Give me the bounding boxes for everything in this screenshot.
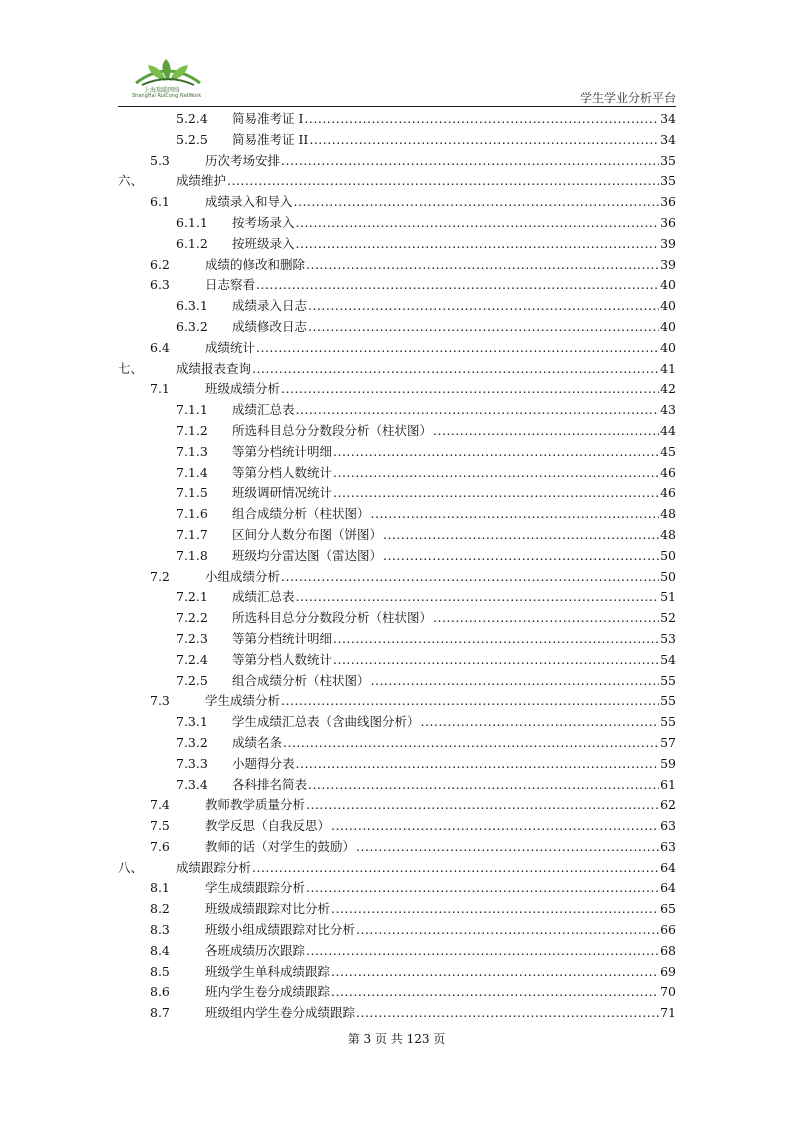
toc-entry-title: 简易准考证 I <box>232 111 304 126</box>
toc-entry-title: 教学反思（自我反思） <box>205 818 331 834</box>
toc-dot-leader <box>256 275 659 296</box>
toc-entry-line <box>205 151 676 172</box>
toc-dot-leader <box>371 671 660 692</box>
toc-entry-title: 班级成绩跟踪对比分析 <box>205 901 331 917</box>
toc-entry-line <box>205 338 676 359</box>
toc-entry-page: 71 <box>660 1005 676 1021</box>
toc-entry-line <box>232 525 676 546</box>
toc-entry-number: 7.1.4 <box>176 464 208 480</box>
toc-entry-page: 46 <box>660 485 676 501</box>
toc-entry-line <box>232 587 676 608</box>
toc-entry-title: 成绩修改日志 <box>232 318 308 334</box>
toc-entry-number: 7.3.3 <box>176 755 208 771</box>
toc-entry-number: 7.3 <box>150 693 170 709</box>
toc-entry-page: 53 <box>660 630 676 646</box>
toc-entry-title: 等第分档人数统计 <box>232 464 333 480</box>
toc-entry-number: 8.7 <box>150 1005 170 1021</box>
toc-dot-leader <box>333 442 659 463</box>
toc-entry-number: 7.1.8 <box>176 547 208 563</box>
toc-entry-title: 班级学生单科成绩跟踪 <box>205 963 331 979</box>
toc-dot-leader <box>371 504 660 525</box>
toc-entry-line <box>232 234 676 255</box>
toc-entry-number: 7.2 <box>150 568 170 584</box>
toc-entry-number: 7.1.1 <box>176 402 208 418</box>
toc-entry-line <box>232 109 676 130</box>
toc-entry-title: 成绩录入和导入 <box>205 194 293 210</box>
toc-entry-page: 55 <box>660 672 676 688</box>
toc-entry-title: 成绩的修改和删除 <box>205 256 306 272</box>
toc-dot-leader <box>308 775 659 796</box>
toc-dot-leader <box>433 421 659 442</box>
toc-entry-number: 7.3.1 <box>176 714 208 730</box>
toc-entry-line <box>232 546 676 567</box>
toc-entry-number: 7.6 <box>150 838 170 854</box>
toc-entry-line <box>176 171 676 192</box>
toc-dot-leader <box>281 567 659 588</box>
toc-dot-leader <box>306 878 659 899</box>
toc-entry-line <box>205 899 676 920</box>
toc-entry[interactable] <box>118 359 676 380</box>
toc-entry-number: 七、 <box>118 360 144 376</box>
table-of-contents <box>118 109 676 1024</box>
toc-entry[interactable] <box>118 816 676 837</box>
toc-entry-page: 39 <box>660 256 676 272</box>
toc-entry[interactable] <box>118 234 676 255</box>
toc-dot-leader <box>356 1003 659 1024</box>
toc-entry-number: 7.5 <box>150 818 170 834</box>
toc-entry-page: 63 <box>660 818 676 834</box>
toc-entry-line <box>232 213 676 234</box>
toc-entry-number: 8.3 <box>150 922 170 938</box>
toc-entry-number: 5.3 <box>150 152 170 168</box>
toc-entry-page: 48 <box>660 506 676 522</box>
toc-entry-line <box>232 296 676 317</box>
toc-entry-page: 62 <box>660 797 676 813</box>
toc-dot-leader <box>383 525 659 546</box>
toc-entry-line <box>205 878 676 899</box>
toc-entry-page: 34 <box>660 131 676 147</box>
toc-entry-page: 61 <box>660 776 676 792</box>
header-divider <box>118 106 676 107</box>
toc-entry-page: 65 <box>660 901 676 917</box>
toc-dot-leader <box>306 941 659 962</box>
toc-entry-page: 70 <box>660 984 676 1000</box>
toc-dot-leader <box>296 234 660 255</box>
logo-english-name: ShangHai RuiCong NetWork <box>132 93 202 99</box>
toc-entry[interactable] <box>118 379 676 400</box>
toc-entry-number: 6.1.1 <box>176 214 208 230</box>
toc-entry-line <box>232 317 676 338</box>
toc-entry[interactable] <box>118 671 676 692</box>
toc-entry-number: 7.1.6 <box>176 506 208 522</box>
toc-entry[interactable] <box>118 317 676 338</box>
toc-entry-page: 64 <box>660 880 676 896</box>
toc-entry[interactable] <box>118 587 676 608</box>
toc-entry-number: 7.1.3 <box>176 443 208 459</box>
toc-dot-leader <box>294 192 660 213</box>
toc-entry[interactable] <box>118 483 676 504</box>
toc-entry-number: 7.1.2 <box>176 422 208 438</box>
toc-entry-title: 学生成绩分析 <box>205 693 281 709</box>
toc-entry-number: 7.2.4 <box>176 651 208 667</box>
toc-entry[interactable] <box>118 130 676 151</box>
toc-entry-title: 小题得分表 <box>232 755 295 771</box>
toc-entry[interactable] <box>118 941 676 962</box>
toc-entry-number: 8.6 <box>150 984 170 1000</box>
toc-entry-page: 52 <box>660 610 676 626</box>
toc-entry-title: 成绩汇总表 <box>232 402 295 418</box>
toc-entry-number: 8.4 <box>150 942 170 958</box>
toc-dot-leader <box>304 109 659 130</box>
toc-entry-page: 43 <box>660 402 676 418</box>
toc-entry-line <box>176 858 676 879</box>
toc-dot-leader <box>306 795 659 816</box>
toc-dot-leader <box>421 712 660 733</box>
toc-entry-number: 6.3 <box>150 277 170 293</box>
toc-entry[interactable] <box>118 255 676 276</box>
logo-chinese-name: 上海瑞聪网络 <box>144 87 181 94</box>
toc-entry-number: 六、 <box>118 173 144 189</box>
toc-entry-title: 组合成绩分析（柱状图） <box>232 672 370 688</box>
toc-entry-title: 学生成绩汇总表（含曲线图分析） <box>232 714 420 730</box>
toc-entry[interactable] <box>118 608 676 629</box>
toc-entry[interactable] <box>118 920 676 941</box>
toc-dot-leader <box>333 463 659 484</box>
page-header <box>118 55 676 107</box>
toc-entry[interactable] <box>118 338 676 359</box>
toc-entry-title: 教师的话（对学生的鼓励） <box>205 838 356 854</box>
toc-entry-line <box>205 192 676 213</box>
toc-entry-title: 历次考场安排 <box>205 152 281 168</box>
toc-dot-leader <box>306 255 659 276</box>
toc-entry-line <box>232 442 676 463</box>
toc-dot-leader <box>333 483 659 504</box>
toc-entry-line <box>205 816 676 837</box>
toc-entry-number: 7.1.7 <box>176 526 208 542</box>
toc-dot-leader <box>331 962 659 983</box>
toc-entry-line <box>232 775 676 796</box>
toc-entry-page: 41 <box>660 360 676 376</box>
toc-entry-page: 50 <box>660 568 676 584</box>
toc-entry[interactable] <box>118 275 676 296</box>
toc-entry-title: 班级成绩分析 <box>205 381 281 397</box>
toc-entry-page: 54 <box>660 651 676 667</box>
toc-entry[interactable] <box>118 400 676 421</box>
toc-entry-line <box>205 379 676 400</box>
toc-entry-line <box>205 837 676 858</box>
toc-entry[interactable] <box>118 878 676 899</box>
toc-entry-page: 40 <box>660 298 676 314</box>
toc-entry[interactable] <box>118 899 676 920</box>
toc-entry[interactable] <box>118 192 676 213</box>
toc-entry-page: 36 <box>660 194 676 210</box>
toc-dot-leader <box>256 338 659 359</box>
page-footer: 第 3 页 共 123 页 <box>347 1032 446 1046</box>
toc-entry-title: 组合成绩分析（柱状图） <box>232 506 370 522</box>
toc-entry[interactable] <box>118 213 676 234</box>
toc-entry-number: 6.4 <box>150 339 170 355</box>
toc-entry-title: 成绩报表查询 <box>176 360 252 376</box>
toc-entry-line <box>205 567 676 588</box>
toc-entry-line <box>232 733 676 754</box>
toc-entry-line <box>205 275 676 296</box>
toc-entry-line <box>232 629 676 650</box>
toc-entry-page: 68 <box>660 942 676 958</box>
toc-dot-leader <box>296 587 660 608</box>
toc-entry-page: 40 <box>660 339 676 355</box>
toc-dot-leader <box>281 151 659 172</box>
toc-entry-line <box>232 671 676 692</box>
toc-entry[interactable] <box>118 296 676 317</box>
toc-entry-title: 班级小组成绩跟踪对比分析 <box>205 922 356 938</box>
toc-entry-number: 7.1.5 <box>176 485 208 501</box>
toc-dot-leader <box>331 982 659 1003</box>
toc-entry-title: 教师教学质量分析 <box>205 797 306 813</box>
toc-dot-leader <box>296 213 660 234</box>
toc-entry-number: 7.2.1 <box>176 589 208 605</box>
toc-entry-page: 35 <box>660 173 676 189</box>
toc-dot-leader <box>433 608 659 629</box>
toc-entry-page: 42 <box>660 381 676 397</box>
toc-entry[interactable] <box>118 795 676 816</box>
toc-entry-line <box>176 359 676 380</box>
toc-dot-leader <box>309 130 659 151</box>
toc-entry-title: 学生成绩跟踪分析 <box>205 880 306 896</box>
toc-entry-line <box>232 421 676 442</box>
toc-entry[interactable] <box>118 858 676 879</box>
toc-entry-title: 等第分档人数统计 <box>232 651 333 667</box>
toc-entry[interactable] <box>118 171 676 192</box>
toc-dot-leader <box>308 296 659 317</box>
toc-entry[interactable] <box>118 962 676 983</box>
toc-entry-page: 34 <box>660 111 676 126</box>
toc-dot-leader <box>333 629 659 650</box>
toc-entry-page: 44 <box>660 422 676 438</box>
toc-entry-title: 所选科目总分分数段分析（柱状图） <box>232 422 433 438</box>
leaf-logo-icon <box>128 55 208 87</box>
toc-entry-page: 40 <box>660 277 676 293</box>
toc-entry[interactable] <box>118 463 676 484</box>
toc-entry[interactable] <box>118 567 676 588</box>
toc-entry-title: 各科排名简表 <box>232 776 308 792</box>
toc-entry-number: 7.3.4 <box>176 776 208 792</box>
toc-dot-leader <box>283 733 659 754</box>
toc-entry-line <box>205 691 676 712</box>
toc-entry-number: 6.1.2 <box>176 235 208 251</box>
toc-entry-title: 成绩维护 <box>176 173 227 189</box>
toc-entry-page: 50 <box>660 547 676 563</box>
toc-entry-title: 区间分人数分布图（饼图） <box>232 526 383 542</box>
toc-dot-leader <box>383 546 659 567</box>
toc-entry-title: 班内学生卷分成绩跟踪 <box>205 984 331 1000</box>
toc-entry-line <box>205 795 676 816</box>
toc-entry-title: 等第分档统计明细 <box>232 443 333 459</box>
toc-entry-title: 班级调研情况统计 <box>232 485 333 501</box>
toc-dot-leader <box>333 650 659 671</box>
toc-dot-leader <box>296 400 660 421</box>
toc-entry-number: 八、 <box>118 859 144 875</box>
toc-entry-line <box>232 712 676 733</box>
toc-entry-line <box>232 650 676 671</box>
toc-entry-number: 7.2.3 <box>176 630 208 646</box>
toc-entry-page: 45 <box>660 443 676 459</box>
toc-entry[interactable] <box>118 733 676 754</box>
toc-dot-leader <box>281 379 659 400</box>
toc-entry[interactable] <box>118 151 676 172</box>
toc-dot-leader <box>308 317 659 338</box>
toc-entry-line <box>232 400 676 421</box>
toc-entry-title: 成绩统计 <box>205 339 256 355</box>
toc-entry-line <box>205 962 676 983</box>
toc-entry-page: 57 <box>660 734 676 750</box>
toc-entry-title: 按班级录入 <box>232 235 295 251</box>
toc-entry-number: 8.2 <box>150 901 170 917</box>
toc-entry-page: 64 <box>660 859 676 875</box>
toc-entry-page: 55 <box>660 714 676 730</box>
toc-entry-page: 66 <box>660 922 676 938</box>
toc-dot-leader <box>227 171 659 192</box>
toc-entry[interactable] <box>118 775 676 796</box>
toc-entry-title: 成绩汇总表 <box>232 589 295 605</box>
toc-entry-number: 6.3.1 <box>176 298 208 314</box>
toc-entry-page: 39 <box>660 235 676 251</box>
toc-entry-line <box>232 463 676 484</box>
toc-entry-line <box>232 130 676 151</box>
toc-entry-title: 小组成绩分析 <box>205 568 281 584</box>
toc-entry-line <box>205 1003 676 1024</box>
toc-entry[interactable] <box>118 421 676 442</box>
toc-entry-title: 等第分档统计明细 <box>232 630 333 646</box>
toc-entry[interactable] <box>118 837 676 858</box>
toc-entry-number: 5.2.4 <box>176 111 208 126</box>
toc-entry-number: 8.1 <box>150 880 170 896</box>
header-title: 学生学业分析平台 <box>579 91 676 105</box>
toc-entry-line <box>205 255 676 276</box>
toc-dot-leader <box>281 691 659 712</box>
toc-entry-line <box>232 608 676 629</box>
toc-entry-line <box>232 504 676 525</box>
toc-entry-title: 成绩名条 <box>232 734 283 750</box>
toc-entry-page: 63 <box>660 838 676 854</box>
toc-entry[interactable] <box>118 629 676 650</box>
toc-entry-number: 6.2 <box>150 256 170 272</box>
toc-dot-leader <box>252 359 659 380</box>
toc-entry-line <box>232 754 676 775</box>
toc-entry[interactable] <box>118 754 676 775</box>
toc-entry-number: 6.1 <box>150 194 170 210</box>
toc-entry[interactable] <box>118 504 676 525</box>
toc-entry-number: 7.2.5 <box>176 672 208 688</box>
toc-entry[interactable] <box>118 442 676 463</box>
toc-entry-number: 7.2.2 <box>176 610 208 626</box>
toc-entry-page: 48 <box>660 526 676 542</box>
toc-entry-number: 7.4 <box>150 797 170 813</box>
toc-entry-page: 69 <box>660 963 676 979</box>
toc-entry-page: 36 <box>660 214 676 230</box>
toc-entry-number: 7.1 <box>150 381 170 397</box>
toc-dot-leader <box>331 899 659 920</box>
company-logo <box>128 55 208 103</box>
toc-entry-line <box>205 920 676 941</box>
toc-entry-title: 简易准考证 II <box>232 131 309 147</box>
toc-entry-title: 成绩录入日志 <box>232 298 308 314</box>
toc-entry[interactable] <box>118 691 676 712</box>
toc-entry-page: 51 <box>660 589 676 605</box>
toc-entry-line <box>205 982 676 1003</box>
toc-entry-title: 成绩跟踪分析 <box>176 859 252 875</box>
toc-dot-leader <box>356 837 659 858</box>
toc-entry-line <box>205 941 676 962</box>
toc-entry-page: 40 <box>660 318 676 334</box>
toc-entry-page: 59 <box>660 755 676 771</box>
toc-entry[interactable] <box>118 982 676 1003</box>
toc-entry-title: 各班成绩历次跟踪 <box>205 942 306 958</box>
toc-entry-number: 5.2.5 <box>176 131 208 147</box>
toc-entry[interactable] <box>118 650 676 671</box>
toc-entry-number: 6.3.2 <box>176 318 208 334</box>
toc-dot-leader <box>331 816 659 837</box>
toc-entry-title: 按考场录入 <box>232 214 295 230</box>
toc-entry-title: 所选科目总分分数段分析（柱状图） <box>232 610 433 626</box>
toc-entry-number: 7.3.2 <box>176 734 208 750</box>
toc-entry-line <box>232 483 676 504</box>
toc-dot-leader <box>356 920 659 941</box>
toc-entry-title: 班级均分雷达图（雷达图） <box>232 547 383 563</box>
toc-entry[interactable] <box>118 1003 676 1024</box>
toc-entry[interactable] <box>118 712 676 733</box>
toc-entry-title: 日志察看 <box>205 277 256 293</box>
toc-entry-title: 班级组内学生卷分成绩跟踪 <box>205 1005 356 1021</box>
toc-entry[interactable] <box>118 546 676 567</box>
toc-entry-page: 35 <box>660 152 676 168</box>
toc-dot-leader <box>252 858 659 879</box>
toc-entry[interactable] <box>118 525 676 546</box>
toc-entry-page: 55 <box>660 693 676 709</box>
toc-entry-number: 8.5 <box>150 963 170 979</box>
toc-entry[interactable] <box>118 109 676 130</box>
toc-entry-page: 46 <box>660 464 676 480</box>
toc-dot-leader <box>296 754 660 775</box>
